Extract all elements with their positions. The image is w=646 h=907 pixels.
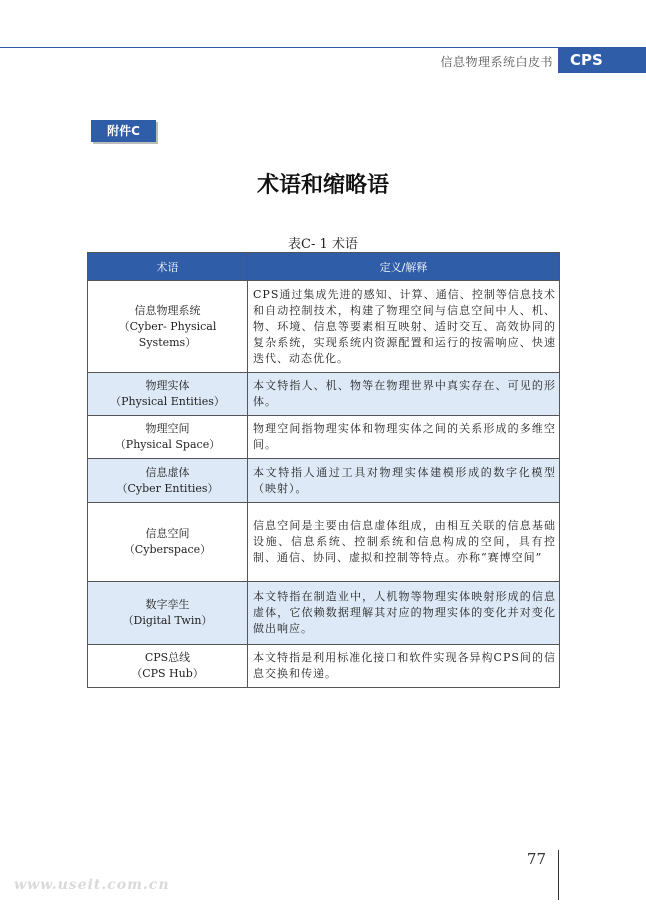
term-english: （Cyberspace） [123, 543, 212, 556]
term-chinese: 信息物理系统 [134, 303, 201, 317]
watermark: www.useit.com.cn [14, 877, 170, 893]
term-cell [88, 416, 248, 459]
term-chinese: 信息虚体 [145, 465, 190, 479]
table-header-row [88, 253, 560, 281]
term-english: （Cyber Entities） [116, 481, 219, 495]
definition-cell: 本文特指人、机、物等在物理世界中真实存在、可见的形体。 [248, 373, 560, 416]
term-english: （Physical Entities） [110, 395, 225, 408]
term-cell [88, 645, 248, 688]
definition-cell: 本文特指人通过工具对物理实体建模形成的数字化模型（映射）。 [248, 459, 560, 503]
term-chinese: 数字孪生 [145, 598, 190, 611]
table-row [88, 503, 560, 582]
table-row [88, 582, 560, 645]
page-title: 术语和缩略语 [256, 172, 389, 198]
footer-rule [558, 850, 559, 900]
column-header-term: 术语 [88, 253, 248, 281]
table-row [88, 645, 560, 688]
term-cell [88, 459, 248, 503]
column-header-definition: 定义/解释 [248, 253, 560, 281]
header-badge: CPS [558, 47, 646, 73]
term-chinese: 信息空间 [145, 527, 190, 540]
annex-label: 附件C [91, 120, 156, 142]
term-english: （Digital Twin） [122, 614, 213, 627]
table-caption: 表C- 1 术语 [288, 237, 358, 252]
running-header: 信息物理系统白皮书 [440, 55, 553, 69]
table-row [88, 281, 560, 373]
term-chinese: 物理空间 [145, 422, 190, 435]
term-english: （CPS Hub） [131, 667, 204, 680]
term-english: （Cyber- Physical Systems） [118, 319, 217, 349]
term-cell [88, 582, 248, 645]
definition-cell: 本文特指是利用标准化接口和软件实现各异构CPS间的信息交换和传递。 [248, 645, 560, 688]
definition-cell: CPS通过集成先进的感知、计算、通信、控制等信息技术和自动控制技术，构建了物理空间与信息空间中人、机、物、环境、信息等要素相互映射、适时交互、高效协同的复杂系统，实现系统内资源配置和运行的按需响应、快速迭代、动态优化。 [248, 281, 560, 373]
term-cell [88, 503, 248, 582]
table-row [88, 373, 560, 416]
term-chinese: CPS总线 [144, 651, 191, 664]
term-cell [88, 373, 248, 416]
header-rule [0, 47, 558, 48]
definition-cell: 本文特指在制造业中，人机物等物理实体映射形成的信息虚体，它依赖数据理解其对应的物理实体的变化并对变化做出响应。 [248, 582, 560, 645]
table-row [88, 416, 560, 459]
page-number: 77 [526, 850, 546, 868]
term-chinese: 物理实体 [145, 379, 190, 392]
definition-cell: 信息空间是主要由信息虚体组成，由相互关联的信息基础设施、信息系统、控制系统和信息构成的空间，具有控制、通信、协同、虚拟和控制等特点。亦称“赛博空间” [248, 503, 560, 582]
term-english: （Physical Space） [114, 438, 221, 451]
table-row [88, 459, 560, 503]
terms-table [87, 252, 560, 688]
definition-cell: 物理空间指物理实体和物理实体之间的关系形成的多维空间。 [248, 416, 560, 459]
term-cell [88, 281, 248, 373]
